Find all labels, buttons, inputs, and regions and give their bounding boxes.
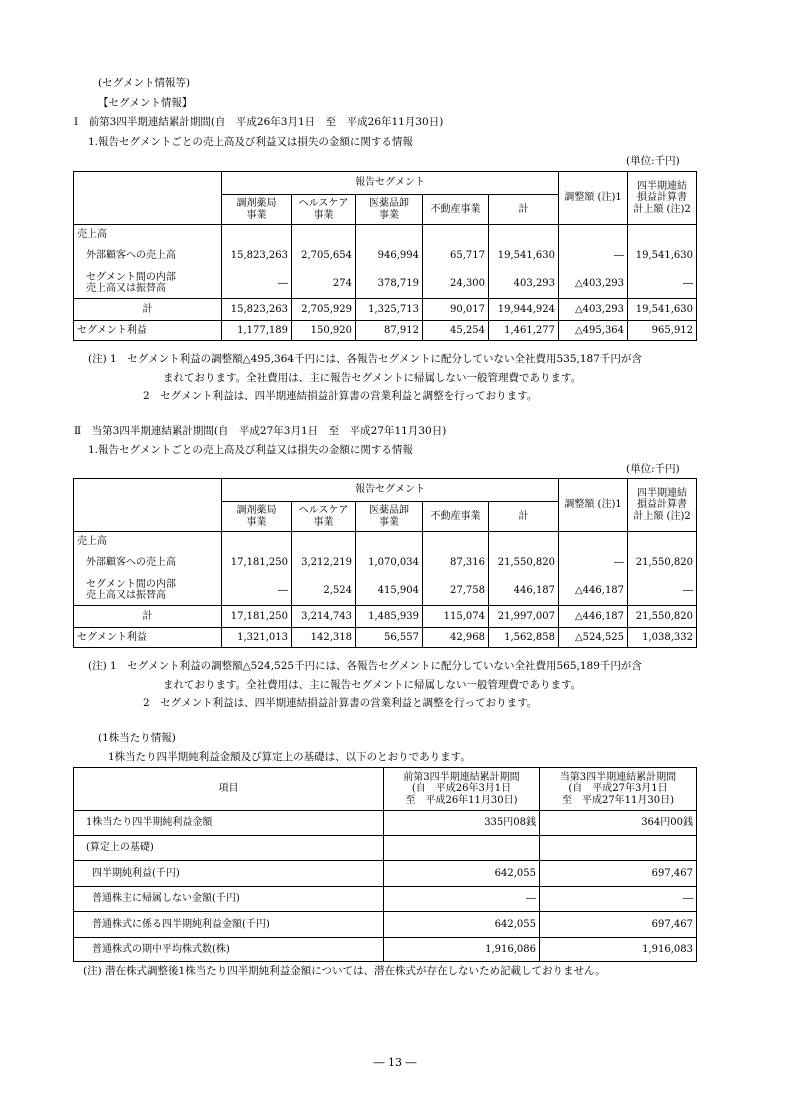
header-healthcare: ヘルスケア 事業 [292, 195, 356, 225]
cell-value: 21,550,820 [628, 551, 697, 576]
cell-value: ― [222, 269, 292, 299]
cell-value: △446,187 [559, 576, 628, 606]
cell-value: 1,562,858 [489, 628, 559, 648]
row-label-intersegment: セグメント間の内部 売上高又は振替高 [74, 576, 222, 606]
cell-value: 415,904 [356, 576, 423, 606]
eps-cell-prev: ― [384, 887, 540, 912]
eps-note: (注) 潜在株式調整後1株当たり四半期純利益金額については、潜在株式が存在しないため記載しておりません。 [83, 965, 606, 977]
header-real-estate: 不動産事業 [423, 502, 489, 532]
cell-value: 1,070,034 [356, 551, 423, 576]
eps-row-label: 普通株式に係る四半期純利益金額(千円) [74, 912, 384, 938]
row-label-external: 外部顧客への売上高 [74, 551, 222, 576]
row-label-intersegment: セグメント間の内部 売上高又は振替高 [74, 269, 222, 299]
header-dispensing: 調剤薬局 事業 [222, 502, 292, 532]
period2-note-1: (注) 1 セグメント利益の調整額△524,525千円には、各報告セグメントに配分していない全社費用565,189千円が含 [88, 660, 642, 672]
page-number: ― 13 ― [373, 1056, 417, 1069]
cell-value: 17,181,250 [222, 551, 292, 576]
eps-row-label: 1株当たり四半期純利益金額 [74, 811, 384, 836]
header-subtotal: 計 [489, 195, 559, 225]
cell-value: △495,364 [559, 321, 628, 341]
header-dispensing: 調剤薬局 事業 [222, 195, 292, 225]
row-label-total: 計 [74, 606, 222, 628]
header-consolidated: 四半期連結 損益計算書 計上額 (注)2 [628, 172, 697, 225]
row-label-profit: セグメント利益 [74, 321, 222, 341]
eps-cell-prev [384, 836, 540, 861]
cell-value: 946,994 [356, 244, 423, 269]
cell-value: 27,758 [423, 576, 489, 606]
cell-value: ― [559, 244, 628, 269]
row-label-profit: セグメント利益 [74, 628, 222, 648]
period2-note-2: 2 セグメント利益は、四半期連結損益計算書の営業利益と調整を行っております。 [143, 697, 538, 709]
period1-note-1-cont: まれております。全社費用は、主に報告セグメントに帰属しない一般管理費であります。 [163, 372, 582, 384]
cell-value: 150,920 [292, 321, 356, 341]
cell-value: 1,177,189 [222, 321, 292, 341]
cell-value: △524,525 [559, 628, 628, 648]
cell-value: 274 [292, 269, 356, 299]
header-adjustment: 調整額 (注)1 [559, 479, 628, 532]
cell-value: 19,541,630 [628, 244, 697, 269]
cell-value: 87,912 [356, 321, 423, 341]
eps-cell-curr: ― [540, 887, 697, 912]
cell-value: 2,705,929 [292, 299, 356, 321]
cell-value: ― [222, 576, 292, 606]
eps-header-curr: 当第3四半期連結累計期間 (自 平成27年3月1日 至 平成27年11月30日) [540, 768, 697, 811]
eps-cell-prev: 642,055 [384, 861, 540, 887]
eps-table [73, 767, 697, 962]
header-adjustment: 調整額 (注)1 [559, 172, 628, 225]
cell-value: 19,944,924 [489, 299, 559, 321]
eps-cell-curr: 1,916,083 [540, 938, 697, 962]
cell-value: 2,705,654 [292, 244, 356, 269]
eps-header-item: 項目 [74, 768, 384, 811]
cell-value: 115,074 [423, 606, 489, 628]
cell-value: 1,321,013 [222, 628, 292, 648]
cell-value: 3,214,743 [292, 606, 356, 628]
cell-value: 965,912 [628, 321, 697, 341]
eps-cell-curr: 697,467 [540, 912, 697, 938]
cell-value: 90,017 [423, 299, 489, 321]
cell-value: 1,325,713 [356, 299, 423, 321]
eps-cell-curr: 697,467 [540, 861, 697, 887]
eps-row-label: 普通株式の期中平均株式数(株) [74, 938, 384, 962]
cell-value: 19,541,630 [489, 244, 559, 269]
period2-unit-label: (単位:千円) [626, 463, 680, 475]
header-reportable-segment: 報告セグメント [222, 479, 559, 502]
eps-cell-prev: 335円08銭 [384, 811, 540, 836]
cell-value: 403,293 [489, 269, 559, 299]
header-subtotal: 計 [489, 502, 559, 532]
cell-value: 17,181,250 [222, 606, 292, 628]
cell-value: 45,254 [423, 321, 489, 341]
eps-cell-prev: 1,916,086 [384, 938, 540, 962]
section-heading-segment-info: 【セグメント情報】 [98, 97, 193, 109]
header-healthcare: ヘルスケア 事業 [292, 502, 356, 532]
eps-row-label: 四半期純利益(千円) [74, 861, 384, 887]
cell-value: 15,823,263 [222, 244, 292, 269]
cell-value: 142,318 [292, 628, 356, 648]
eps-row-label: (算定上の基礎) [74, 836, 384, 861]
period1-note-1: (注) 1 セグメント利益の調整額△495,364千円には、各報告セグメントに配分していない全社費用535,187千円が含 [88, 353, 642, 365]
period2-subtitle: 1.報告セグメントごとの売上高及び利益又は損失の金額に関する情報 [88, 444, 413, 456]
period1-unit-label: (単位:千円) [626, 155, 680, 167]
cell-value: △403,293 [559, 299, 628, 321]
period2-title: Ⅱ 当第3四半期連結累計期間(自 平成27年3月1日 至 平成27年11月30日) [74, 425, 447, 437]
cell-value: 24,300 [423, 269, 489, 299]
cell-value: 21,997,007 [489, 606, 559, 628]
eps-heading: (1株当たり情報) [98, 732, 176, 744]
eps-intro: 1株当たり四半期純利益金額及び算定上の基礎は、以下のとおりであります。 [108, 751, 471, 763]
period1-segment-table [73, 171, 697, 341]
row-label-sales: 売上高 [74, 225, 222, 244]
period1-subtitle: 1.報告セグメントごとの売上高及び利益又は損失の金額に関する情報 [88, 136, 413, 148]
eps-cell-curr [540, 836, 697, 861]
corner-cell [74, 172, 222, 225]
cell-value: 378,719 [356, 269, 423, 299]
cell-value: 65,717 [423, 244, 489, 269]
period1-title: Ⅰ 前第3四半期連結累計期間(自 平成26年3月1日 至 平成26年11月30日) [74, 116, 444, 128]
corner-cell [74, 479, 222, 532]
eps-row-label: 普通株主に帰属しない金額(千円) [74, 887, 384, 912]
cell-value: 56,557 [356, 628, 423, 648]
cell-value: 19,541,630 [628, 299, 697, 321]
cell-value: △403,293 [559, 269, 628, 299]
cell-value: 1,461,277 [489, 321, 559, 341]
cell-value: 87,316 [423, 551, 489, 576]
header-consolidated: 四半期連結 損益計算書 計上額 (注)2 [628, 479, 697, 532]
eps-cell-prev: 642,055 [384, 912, 540, 938]
cell-value: 21,550,820 [628, 606, 697, 628]
cell-value: 1,485,939 [356, 606, 423, 628]
cell-value: ― [628, 269, 697, 299]
eps-cell-curr: 364円00銭 [540, 811, 697, 836]
cell-value: 15,823,263 [222, 299, 292, 321]
cell-value: 21,550,820 [489, 551, 559, 576]
row-label-sales: 売上高 [74, 532, 222, 551]
cell-value: 446,187 [489, 576, 559, 606]
cell-value: ― [559, 551, 628, 576]
row-label-total: 計 [74, 299, 222, 321]
header-real-estate: 不動産事業 [423, 195, 489, 225]
cell-value: 3,212,219 [292, 551, 356, 576]
period2-segment-table [73, 478, 697, 648]
period1-note-2: 2 セグメント利益は、四半期連結損益計算書の営業利益と調整を行っております。 [143, 390, 538, 402]
header-reportable-segment: 報告セグメント [222, 172, 559, 195]
cell-value: 42,968 [423, 628, 489, 648]
cell-value: 1,038,332 [628, 628, 697, 648]
period2-note-1-cont: まれております。全社費用は、主に報告セグメントに帰属しない一般管理費であります。 [163, 679, 582, 691]
header-wholesale: 医薬品卸 事業 [356, 195, 423, 225]
eps-header-prev: 前第3四半期連結累計期間 (自 平成26年3月1日 至 平成26年11月30日) [384, 768, 540, 811]
cell-value: △446,187 [559, 606, 628, 628]
cell-value: ― [628, 576, 697, 606]
header-wholesale: 医薬品卸 事業 [356, 502, 423, 532]
cell-value: 2,524 [292, 576, 356, 606]
section-heading-segment-info-paren: (セグメント情報等) [98, 77, 191, 89]
row-label-external: 外部顧客への売上高 [74, 244, 222, 269]
